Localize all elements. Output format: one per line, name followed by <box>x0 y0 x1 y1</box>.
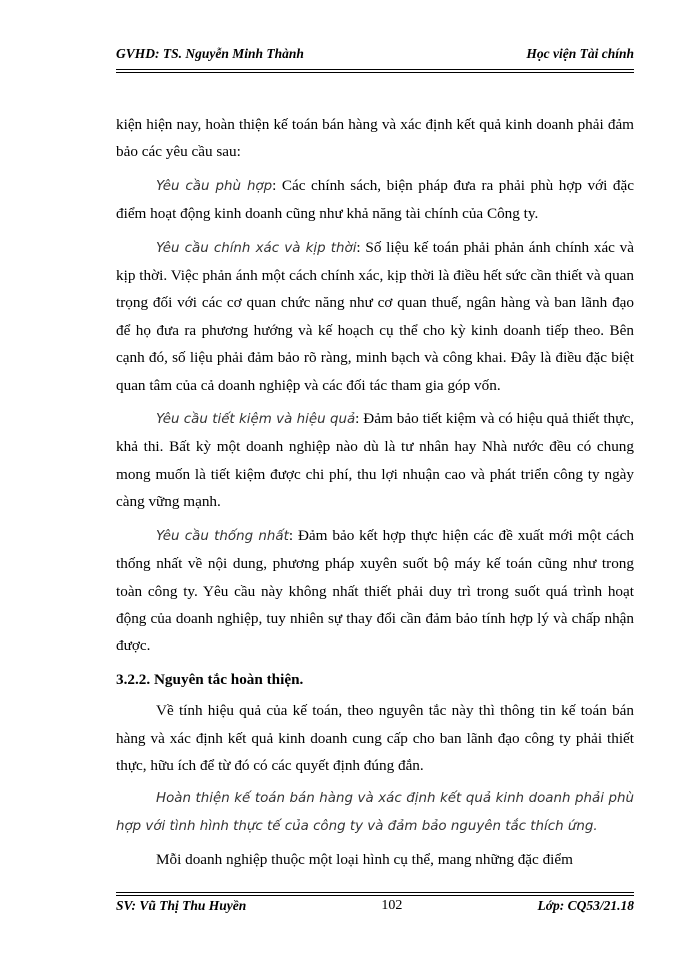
paragraph-principle-italic: Hoàn thiện kế toán bán hàng và xác định kết quả kinh doanh phải phù hợp với tình hình thực tế của công ty và đảm bảo nguyên tắc thích ứng. <box>116 791 634 834</box>
paragraph-effectiveness: Về tính hiệu quả của kế toán, theo nguyên tắc này thì thông tin kế toán bán hàng và xác định kết quả kinh doanh cung cấp cho ban lãnh đạo công ty phải thiết thực, hữu ích để từ đó có các quyết định đúng đắn. <box>116 702 634 774</box>
page-body <box>116 111 634 880</box>
footer-class: Lớp: CQ53/21.18 <box>537 898 634 913</box>
paragraph-enterprise: Mỗi doanh nghiệp thuộc một loại hình cụ thể, mang những đặc điểm <box>156 851 573 869</box>
requirement-fit-label: Yêu cầu phù hợp <box>156 178 273 194</box>
paragraph-requirement-efficiency <box>116 405 634 516</box>
requirement-accuracy-label: Yêu cầu chính xác và kịp thời <box>156 240 357 256</box>
requirement-consistency-text: : Đảm bảo kết hợp thực hiện các đề xuất mới một cách thống nhất về nội dung, phương pháp xuyên suốt bộ máy kế toán cũng như trong toàn công ty. Yêu cầu này không nhất thiết phải duy trì trong suốt quá trình hoạt động của doanh nghiệp, tuy nhiên sự thay đổi cần đảm bảo tính hợp lý và chấp nhận được. <box>116 526 634 655</box>
requirement-fit-text: : Các chính sách, biện pháp đưa ra phải phù hợp với đặc điểm hoạt động kinh doanh cũng như khả năng tài chính của Công ty. <box>116 176 634 223</box>
header-rule <box>116 69 634 70</box>
paragraph-requirement-accuracy <box>116 234 634 399</box>
footer-rule <box>116 895 634 896</box>
footer-rule-thin <box>116 892 634 893</box>
header-supervisor: GVHD: TS. Nguyễn Minh Thành <box>116 46 304 61</box>
header-institution: Học viện Tài chính <box>526 46 634 61</box>
page-footer <box>116 898 634 914</box>
paragraph-intro: kiện hiện nay, hoàn thiện kế toán bán hàng và xác định kết quả kinh doanh phải đảm bảo các yêu cầu sau: <box>116 116 634 161</box>
page-number: 102 <box>381 898 403 913</box>
requirement-efficiency-text: : Đảm bảo tiết kiệm và có hiệu quả thiết thực, khả thi. Bất kỳ một doanh nghiệp nào dù là tư nhân hay Nhà nước đều có chung mong muốn là tiết kiệm được chi phí, thu lợi nhuận cao và phát triển công ty ngày càng vững mạnh. <box>116 410 635 511</box>
requirement-consistency-label: Yêu cầu thống nhất <box>156 528 289 544</box>
requirement-accuracy-text: : Số liệu kế toán phải phản ánh chính xác và kịp thời. Việc phản ánh một cách chính xác, kịp thời là điều hết sức cần thiết và quan trọng đối với các cơ quan chức năng như cơ quan thuế, ngân hàng và ban lãnh đạo để họ đưa ra phương hướng và kế hoạch cụ thể cho kỳ kinh doanh tiếp theo. Bên cạnh đó, số liệu phải đảm bảo rõ ràng, minh bạch và công khai. Đây là điều đặc biệt quan tâm của cả doanh nghiệp và các đối tác tham gia góp vốn. <box>116 238 634 394</box>
footer-student: SV: Vũ Thị Thu Huyền <box>116 898 247 913</box>
page-header <box>116 46 634 62</box>
header-rule-thin <box>116 72 634 73</box>
paragraph-requirement-fit <box>116 172 634 228</box>
paragraph-requirement-consistency <box>116 522 634 660</box>
requirement-efficiency-label: Yêu cầu tiết kiệm và hiệu quả <box>156 412 356 428</box>
section-heading: 3.2.2. Nguyên tắc hoàn thiện. <box>116 670 304 688</box>
